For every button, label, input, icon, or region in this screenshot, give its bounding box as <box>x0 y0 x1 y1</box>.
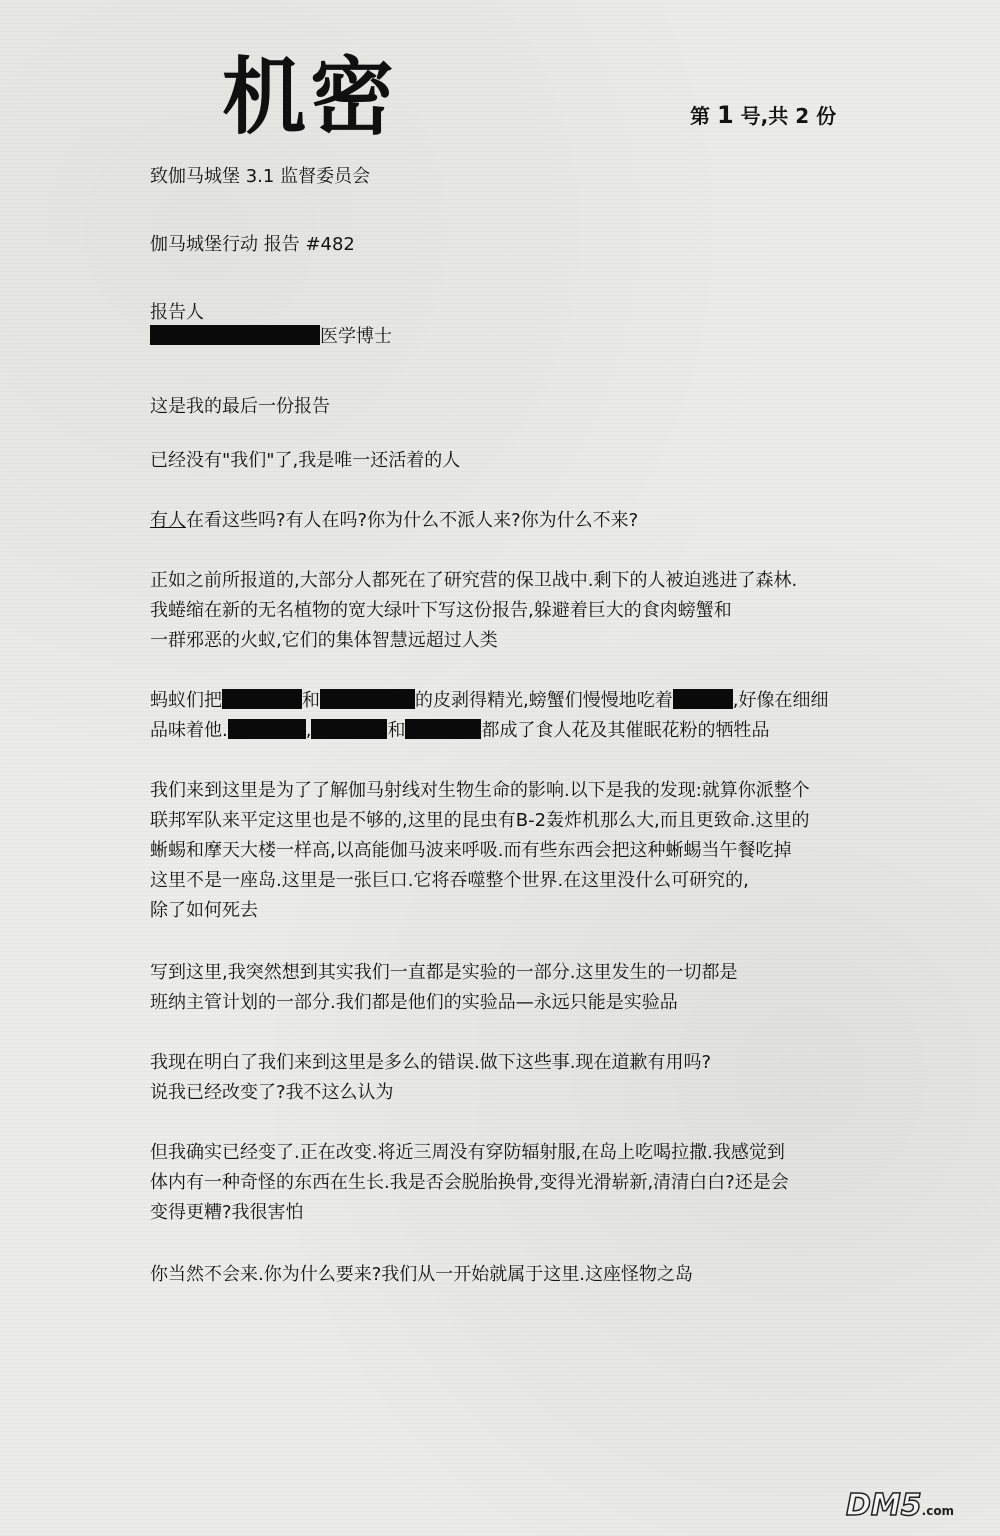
text-segment: ,好像在细细 <box>732 690 829 711</box>
redaction-bar <box>311 719 387 739</box>
paragraph-line: 除了如何死去 <box>150 900 258 921</box>
copy-number <box>690 100 836 129</box>
paragraph-line: 变得更糟?我很害怕 <box>150 1202 304 1223</box>
paragraph-3-text: 在看这些吗?有人在吗?你为什么不派人来?你为什么不来? <box>186 510 639 531</box>
paragraph-3 <box>150 506 638 536</box>
text-segment: 都成了食人花及其催眠花粉的牺牲品 <box>481 720 770 741</box>
paragraph-line: 我们来到这里是为了了解伽马射线对生物生命的影响.以下是我的发现:就算你派整个 <box>150 780 810 801</box>
paragraph-line: 体内有一种奇怪的东西在生长.我是否会脱胎换骨,变得光滑崭新,清清白白?还是会 <box>150 1172 789 1193</box>
redaction-bar <box>320 689 415 709</box>
paragraph-line <box>150 686 828 716</box>
paragraph-line: 这里不是一座岛.这里是一张巨口.它将吞噬整个世界.在这里没什么可研究的, <box>150 870 749 891</box>
paragraph-line <box>150 716 828 746</box>
copy-number-prefix: 第 <box>690 104 710 128</box>
redaction-bar <box>150 325 320 345</box>
text-segment: 和 <box>387 720 406 741</box>
reporter-label: 报告人 <box>150 302 204 323</box>
watermark-brand: DM5 <box>846 1488 922 1523</box>
watermark-suffix: .com <box>921 1504 955 1518</box>
paragraph-5 <box>150 686 828 746</box>
paragraph-line: 我蜷缩在新的无名植物的宽大绿叶下写这份报告,躲避着巨大的食肉螃蟹和 <box>150 600 732 621</box>
redaction-bar <box>673 689 733 709</box>
text-segment: 和 <box>302 690 320 711</box>
paragraph-10: 你当然不会来.你为什么要来?我们从一开始就属于这里.这座怪物之岛 <box>150 1264 693 1285</box>
paragraph-line: 说我已经改变了?我不这么认为 <box>150 1082 394 1103</box>
paragraph-line: 一群邪恶的火蚁,它们的集体智慧远超过人类 <box>150 630 498 651</box>
redaction-bar <box>222 689 302 709</box>
paragraph-line: 我现在明白了我们来到这里是多么的错误.做下这些事.现在道歉有用吗? <box>150 1052 711 1073</box>
paragraph-line: 蜥蜴和摩天大楼一样高,以高能伽马波来呼吸.而有些东西会把这种蜥蜴当午餐吃掉 <box>150 840 792 861</box>
report-subject: 伽马城堡行动 报告 #482 <box>150 234 355 255</box>
paragraph-2: 已经没有"我们"了,我是唯一还活着的人 <box>150 450 461 471</box>
paragraph-line: 联邦军队来平定这里也是不够的,这里的昆虫有B-2轰炸机那么大,而且更致命.这里的 <box>150 810 810 831</box>
copy-number-suffix: 号,共 2 份 <box>740 104 837 128</box>
copy-number-value: 1 <box>716 101 734 129</box>
classified-stamp: 机密 <box>222 47 399 146</box>
paragraph-1: 这是我的最后一份报告 <box>150 396 330 417</box>
paragraph-7 <box>150 958 737 1018</box>
text-segment: , <box>305 720 312 741</box>
paragraph-line: 但我确实已经变了.正在改变.将近三周没有穿防辐射服,在岛上吃喝拉撒.我感觉到 <box>150 1142 785 1163</box>
paragraph-line: 班纳主管计划的一部分.我们都是他们的实验品—永远只能是实验品 <box>150 992 678 1013</box>
reporter-title: 医学博士 <box>320 326 392 347</box>
reporter-line <box>150 322 392 352</box>
paragraph-4 <box>150 566 797 656</box>
paragraph-line: 正如之前所报道的,大部分人都死在了研究营的保卫战中.剩下的人被迫逃进了森林. <box>150 570 798 591</box>
watermark-logo <box>846 1488 954 1523</box>
paragraph-9 <box>150 1138 789 1228</box>
paragraph-8 <box>150 1048 711 1108</box>
addressee: 致伽马城堡 3.1 监督委员会 <box>150 166 371 187</box>
paragraph-6 <box>150 776 810 926</box>
text-segment: 的皮剥得精光,螃蟹们慢慢地吃着 <box>415 690 673 711</box>
text-segment: 蚂蚁们把 <box>150 690 222 711</box>
underlined-text: 有人 <box>150 510 186 531</box>
redaction-bar <box>228 719 306 739</box>
redaction-bar <box>405 719 481 739</box>
paragraph-line: 写到这里,我突然想到其实我们一直都是实验的一部分.这里发生的一切都是 <box>150 962 738 983</box>
text-segment: 品味着他. <box>150 720 228 741</box>
